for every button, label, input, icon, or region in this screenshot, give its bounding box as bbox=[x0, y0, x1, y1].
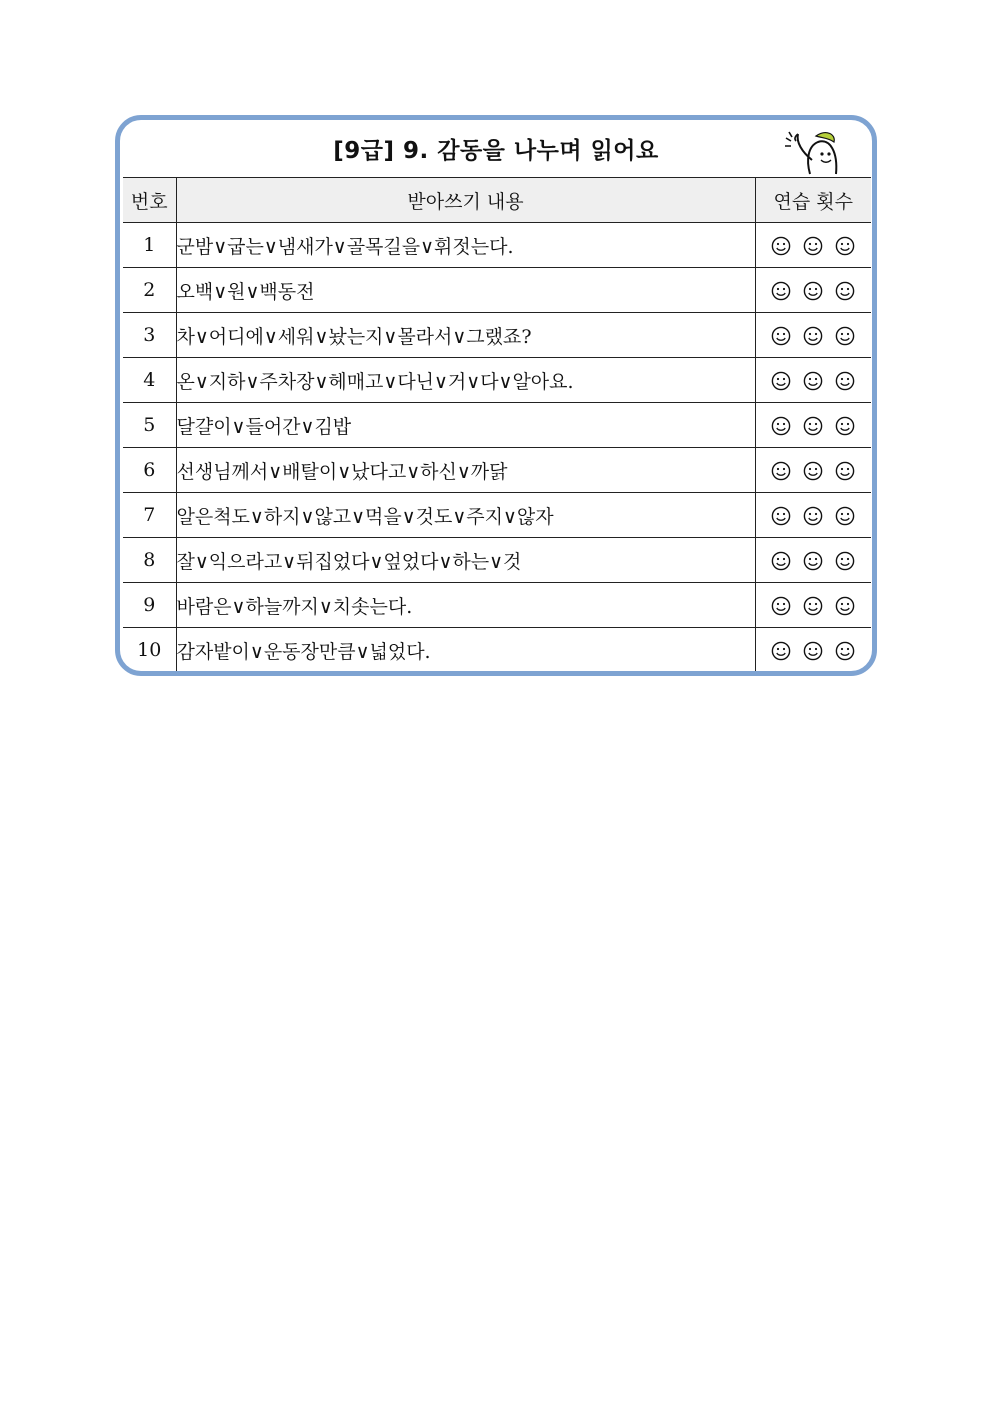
table-row bbox=[123, 493, 871, 538]
smiley-face-icon[interactable] bbox=[835, 461, 855, 481]
dictation-sentence: 달걀이∨들어간∨김밥 bbox=[176, 403, 755, 448]
smiley-face-icon[interactable] bbox=[771, 641, 791, 661]
dictation-sentence: 알은척도∨하지∨않고∨먹을∨것도∨주지∨않자 bbox=[176, 493, 755, 538]
worksheet-frame bbox=[115, 115, 877, 676]
smiley-face-icon[interactable] bbox=[771, 371, 791, 391]
row-number: 6 bbox=[123, 448, 176, 493]
practice-count-cell bbox=[755, 493, 871, 538]
smiley-face-icon[interactable] bbox=[803, 461, 823, 481]
table-row bbox=[123, 628, 871, 673]
smiley-face-icon[interactable] bbox=[835, 416, 855, 436]
smiley-face-icon[interactable] bbox=[835, 326, 855, 346]
dictation-sentence: 감자밭이∨운동장만큼∨넓었다. bbox=[176, 628, 755, 673]
row-number: 5 bbox=[123, 403, 176, 448]
table-row bbox=[123, 538, 871, 583]
title-row bbox=[120, 120, 872, 178]
row-number: 1 bbox=[123, 223, 176, 268]
practice-count-cell bbox=[755, 403, 871, 448]
practice-count-cell bbox=[755, 448, 871, 493]
practice-count-cell bbox=[755, 268, 871, 313]
smiley-face-icon[interactable] bbox=[771, 596, 791, 616]
row-number: 3 bbox=[123, 313, 176, 358]
row-number: 7 bbox=[123, 493, 176, 538]
dictation-sentence: 선생님께서∨배탈이∨났다고∨하신∨까닭 bbox=[176, 448, 755, 493]
table-row bbox=[123, 583, 871, 628]
smiley-face-icon[interactable] bbox=[835, 596, 855, 616]
practice-count-cell bbox=[755, 628, 871, 673]
table-row bbox=[123, 223, 871, 268]
table-body bbox=[123, 223, 871, 673]
dictation-sentence: 차∨어디에∨세워∨놨는지∨몰라서∨그랬죠? bbox=[176, 313, 755, 358]
smiley-face-icon[interactable] bbox=[803, 326, 823, 346]
table-header-row bbox=[123, 178, 871, 223]
practice-count-cell bbox=[755, 538, 871, 583]
smiley-face-icon[interactable] bbox=[771, 461, 791, 481]
smiley-face-icon[interactable] bbox=[803, 236, 823, 256]
row-number: 8 bbox=[123, 538, 176, 583]
practice-count-cell bbox=[755, 223, 871, 268]
smiley-face-icon[interactable] bbox=[803, 596, 823, 616]
practice-count-cell bbox=[755, 358, 871, 403]
smiley-face-icon[interactable] bbox=[835, 371, 855, 391]
table-row bbox=[123, 268, 871, 313]
dictation-sentence: 바람은∨하늘까지∨치솟는다. bbox=[176, 583, 755, 628]
table-row bbox=[123, 403, 871, 448]
smiley-face-icon[interactable] bbox=[771, 326, 791, 346]
practice-count-cell bbox=[755, 583, 871, 628]
row-number: 10 bbox=[123, 628, 176, 673]
practice-count-cell bbox=[755, 313, 871, 358]
smiley-face-icon[interactable] bbox=[803, 506, 823, 526]
row-number: 4 bbox=[123, 358, 176, 403]
smiley-face-icon[interactable] bbox=[771, 416, 791, 436]
smiley-face-icon[interactable] bbox=[803, 371, 823, 391]
header-practice: 연습 횟수 bbox=[755, 178, 871, 223]
header-content: 받아쓰기 내용 bbox=[176, 178, 755, 223]
smiley-face-icon[interactable] bbox=[771, 281, 791, 301]
header-number: 번호 bbox=[123, 178, 176, 223]
smiley-face-icon[interactable] bbox=[835, 281, 855, 301]
smiley-face-icon[interactable] bbox=[803, 416, 823, 436]
sprout-mascot-icon bbox=[780, 130, 842, 176]
smiley-face-icon[interactable] bbox=[835, 551, 855, 571]
smiley-face-icon[interactable] bbox=[835, 641, 855, 661]
table-row bbox=[123, 313, 871, 358]
dictation-sentence: 오백∨원∨백동전 bbox=[176, 268, 755, 313]
dictation-sentence: 잘∨익으라고∨뒤집었다∨엎었다∨하는∨것 bbox=[176, 538, 755, 583]
smiley-face-icon[interactable] bbox=[803, 281, 823, 301]
row-number: 2 bbox=[123, 268, 176, 313]
smiley-face-icon[interactable] bbox=[771, 506, 791, 526]
smiley-face-icon[interactable] bbox=[803, 641, 823, 661]
smiley-face-icon[interactable] bbox=[835, 506, 855, 526]
worksheet-title: [9급] 9. 감동을 나누며 읽어요 bbox=[333, 138, 659, 164]
dictation-sentence: 군밤∨굽는∨냄새가∨골목길을∨휘젓는다. bbox=[176, 223, 755, 268]
smiley-face-icon[interactable] bbox=[835, 236, 855, 256]
smiley-face-icon[interactable] bbox=[771, 236, 791, 256]
row-number: 9 bbox=[123, 583, 176, 628]
table-row bbox=[123, 448, 871, 493]
smiley-face-icon[interactable] bbox=[803, 551, 823, 571]
table-row bbox=[123, 358, 871, 403]
smiley-face-icon[interactable] bbox=[771, 551, 791, 571]
dictation-sentence: 온∨지하∨주차장∨헤매고∨다닌∨거∨다∨알아요. bbox=[176, 358, 755, 403]
dictation-table bbox=[123, 177, 871, 673]
